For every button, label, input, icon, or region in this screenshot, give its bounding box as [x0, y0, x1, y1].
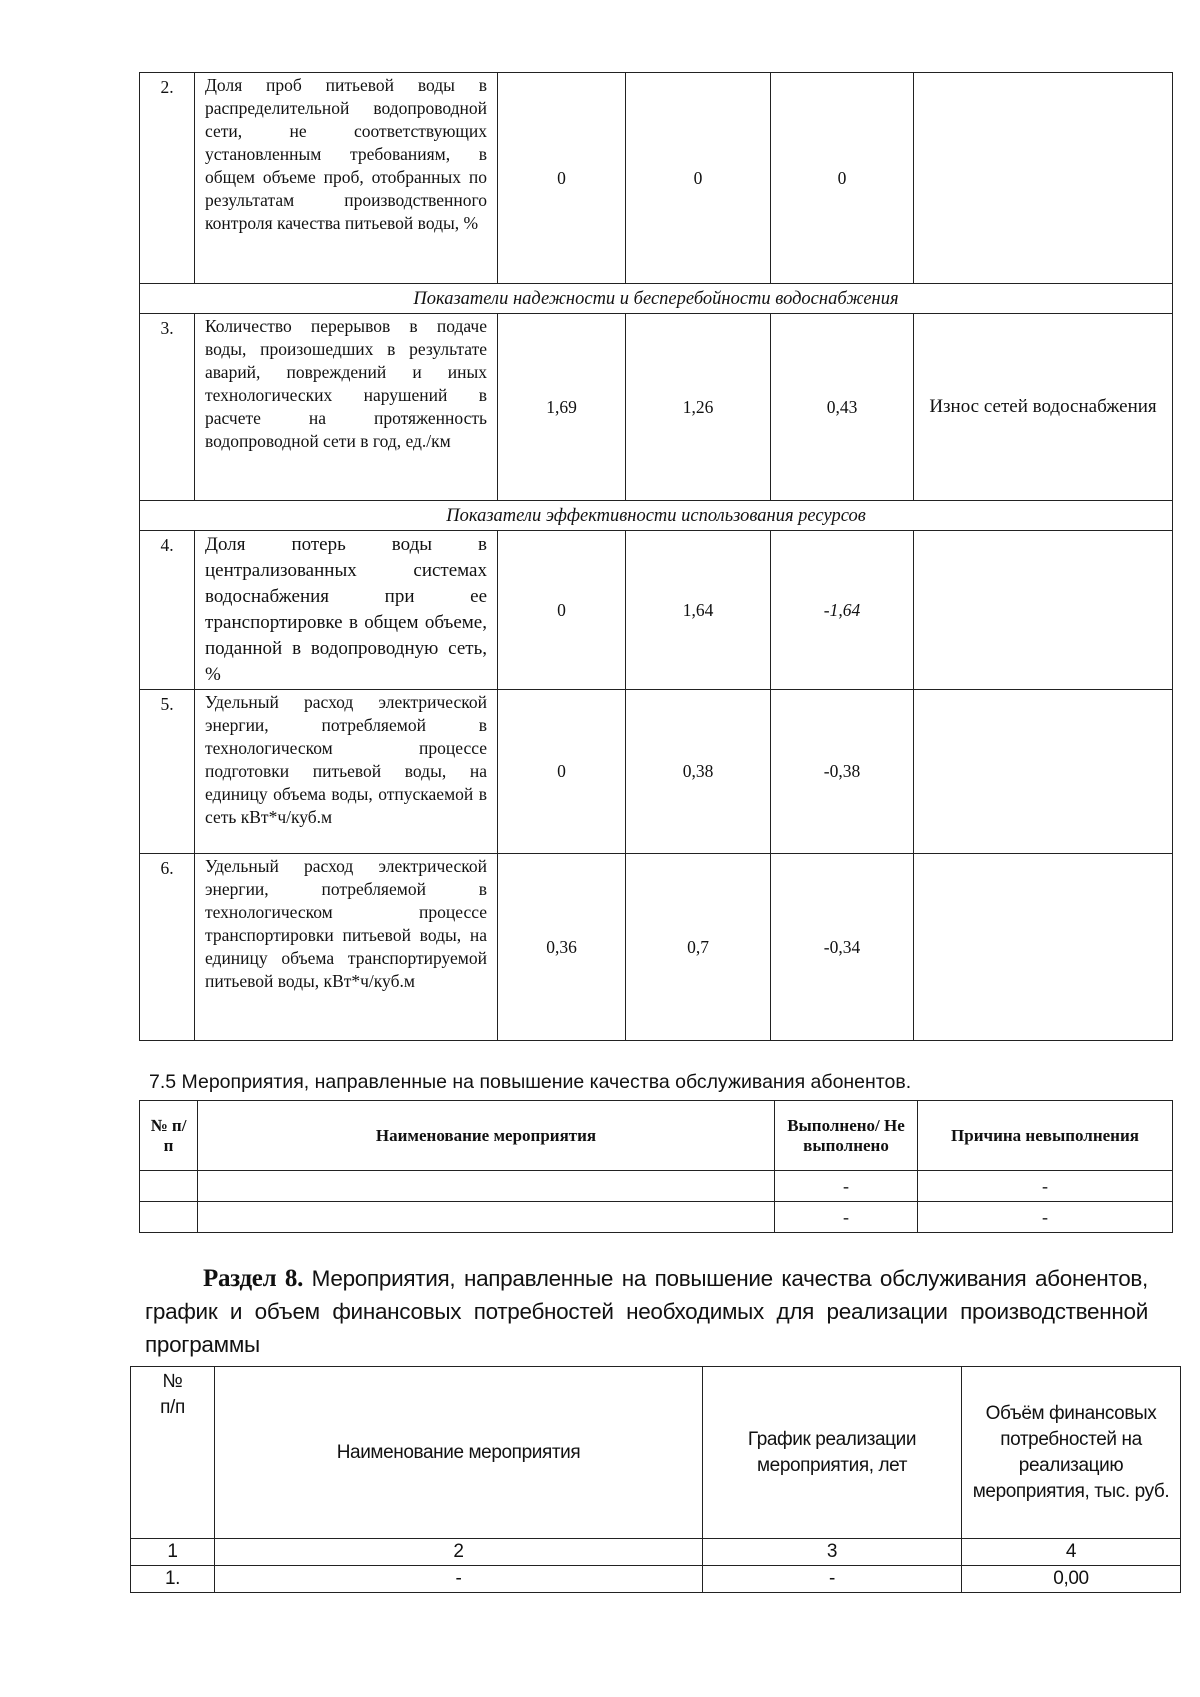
- caption-7-5: 7.5 Мероприятия, направленные на повышение качества обслуживания абонентов.: [149, 1071, 912, 1093]
- index-cell: 4: [962, 1539, 1181, 1566]
- row-number: 3.: [140, 314, 195, 501]
- service-measures-table: [139, 1100, 1173, 1233]
- value-fact: 1,64: [626, 531, 771, 690]
- table-row: [140, 531, 1173, 690]
- table-row: [140, 73, 1173, 284]
- value-plan: 0: [498, 690, 626, 854]
- value-fact: 0,38: [626, 690, 771, 854]
- section-row: [140, 501, 1173, 531]
- section-8-heading: [145, 1262, 1148, 1361]
- table-row: [140, 690, 1173, 854]
- table-row: [140, 314, 1173, 501]
- column-header-name: Наименование мероприятия: [198, 1101, 775, 1171]
- reason-note: [914, 854, 1173, 1041]
- section-title-efficiency: Показатели эффективности использования ресурсов: [140, 501, 1173, 531]
- cell-name: -: [215, 1566, 703, 1593]
- value-deviation: -1,64: [771, 531, 914, 690]
- indicator-name: Удельный расход электрической энергии, потребляемой в технологическом процессе подготовки питьевой воды, на единицу объема воды, отпускаемой в сеть кВт*ч/куб.м: [195, 690, 498, 854]
- table-row: [131, 1566, 1181, 1593]
- table-row: [140, 854, 1173, 1041]
- column-header-reason: Причина невыполнения: [918, 1101, 1173, 1171]
- value-deviation: 0: [771, 73, 914, 284]
- section-row: [140, 284, 1173, 314]
- value-fact: 0,7: [626, 854, 771, 1041]
- index-row: [131, 1539, 1181, 1566]
- cell-schedule: -: [703, 1566, 962, 1593]
- column-header-done: Выполнено/ Не выполнено: [775, 1101, 918, 1171]
- cell-name: [198, 1171, 775, 1202]
- index-cell: 3: [703, 1539, 962, 1566]
- table-row: [140, 1202, 1173, 1233]
- cell-volume: 0,00: [962, 1566, 1181, 1593]
- cell-reason: -: [918, 1171, 1173, 1202]
- cell-num: [140, 1171, 198, 1202]
- indicator-name: Доля потерь воды в централизованных системах водоснабжения при ее транспортировке в общем объеме, поданной в водопроводную сеть, %: [195, 531, 498, 690]
- indicator-name: Количество перерывов в подаче воды, произошедших в результате аварий, повреждений и иных технологических нарушений в расчете на протяженность водопроводной сети в год, ед./км: [195, 314, 498, 501]
- value-fact: 0: [626, 73, 771, 284]
- value-plan: 0: [498, 73, 626, 284]
- indicator-name: Доля проб питьевой воды в распределительной водопроводной сети, не соответствующих установленным требованиям, в общем объеме проб, отобранных по результатам производственного контроля качества питьевой воды, %: [195, 73, 498, 284]
- value-plan: 0,36: [498, 854, 626, 1041]
- financial-needs-table: [130, 1366, 1181, 1593]
- section-title-reliability: Показатели надежности и бесперебойности водоснабжения: [140, 284, 1173, 314]
- cell-reason: -: [918, 1202, 1173, 1233]
- value-deviation: 0,43: [771, 314, 914, 501]
- value-plan: 0: [498, 531, 626, 690]
- row-number: 2.: [140, 73, 195, 284]
- section-8-text: Мероприятия, направленные на повышение качества обслуживания абонентов, график и объем финансовых потребностей необходимых для реализации производственной программы: [145, 1266, 1149, 1357]
- column-header-name: Наименование мероприятия: [215, 1367, 703, 1539]
- row-number: 6.: [140, 854, 195, 1041]
- section-8-label: Раздел 8.: [203, 1265, 304, 1292]
- value-deviation: -0,38: [771, 690, 914, 854]
- column-header-volume: Объём финансовых потребностей на реализацию мероприятия, тыс. руб.: [962, 1367, 1181, 1539]
- reason-note: [914, 73, 1173, 284]
- reason-note: [914, 531, 1173, 690]
- cell-done: -: [775, 1171, 918, 1202]
- header-row: [140, 1101, 1173, 1171]
- indicators-table: [139, 72, 1173, 1041]
- column-header-num: № п/п: [131, 1367, 215, 1539]
- column-header-schedule: График реализации мероприятия, лет: [703, 1367, 962, 1539]
- index-cell: 2: [215, 1539, 703, 1566]
- row-number: 4.: [140, 531, 195, 690]
- cell-num: [140, 1202, 198, 1233]
- header-row: [131, 1367, 1181, 1539]
- value-fact: 1,26: [626, 314, 771, 501]
- value-plan: 1,69: [498, 314, 626, 501]
- value-deviation: -0,34: [771, 854, 914, 1041]
- index-cell: 1: [131, 1539, 215, 1566]
- reason-note: Износ сетей водоснабжения: [914, 314, 1173, 501]
- cell-name: [198, 1202, 775, 1233]
- cell-num: 1.: [131, 1566, 215, 1593]
- column-header-num: № п/п: [140, 1101, 198, 1171]
- indicator-name: Удельный расход электрической энергии, потребляемой в технологическом процессе транспортировки питьевой воды, на единицу объема транспортируемой питьевой воды, кВт*ч/куб.м: [195, 854, 498, 1041]
- table-row: [140, 1171, 1173, 1202]
- reason-note: [914, 690, 1173, 854]
- row-number: 5.: [140, 690, 195, 854]
- cell-done: -: [775, 1202, 918, 1233]
